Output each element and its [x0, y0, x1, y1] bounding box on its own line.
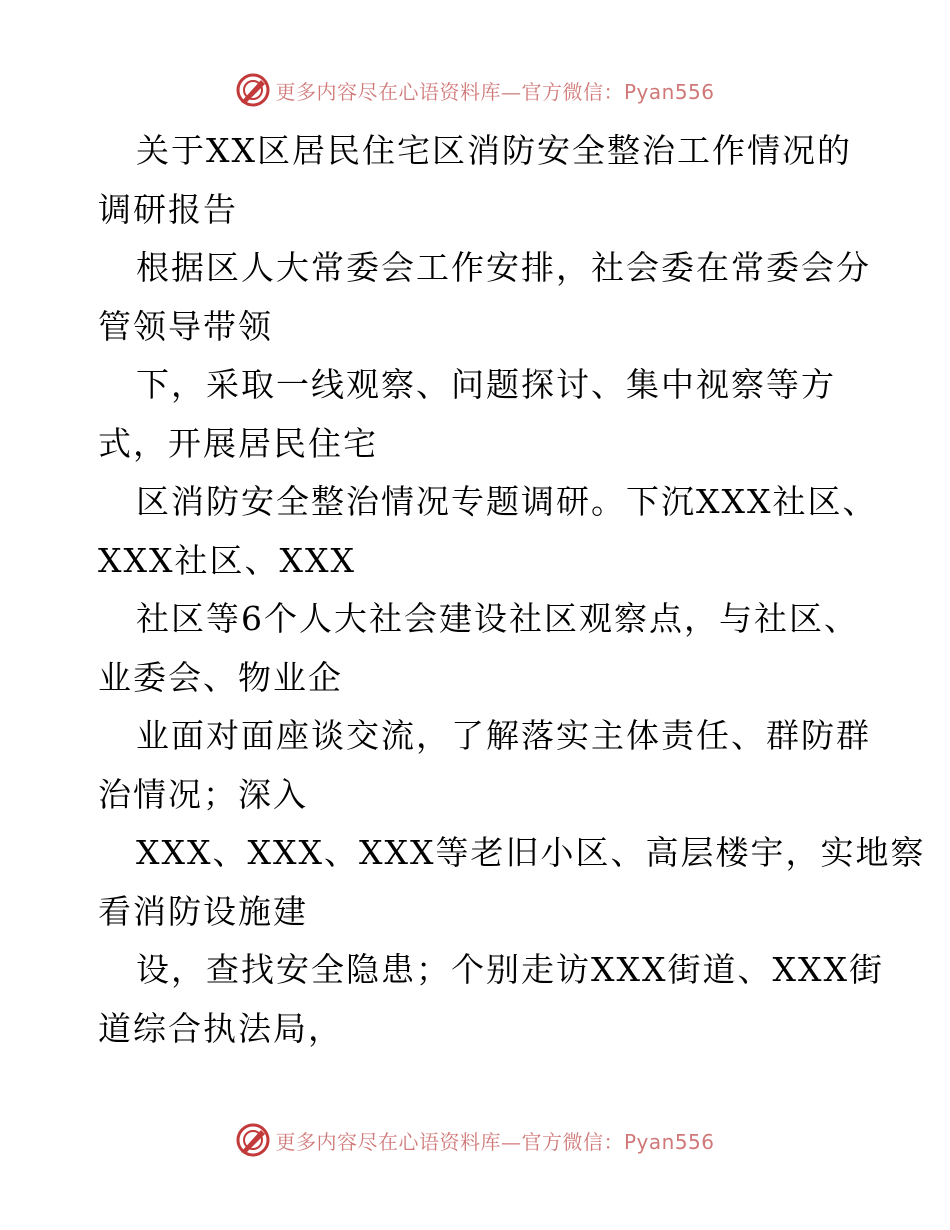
- document-body: [98, 122, 926, 1058]
- paragraph: [98, 473, 878, 590]
- text-line: XXX、XXX、XXX等老旧小区、高层楼宇，实地察: [136, 833, 926, 872]
- paragraph: [98, 356, 878, 473]
- footer-watermark: [0, 1122, 950, 1158]
- text-line: 关于XX区居民住宅区消防安全整治工作情况的: [136, 131, 852, 170]
- text-line: XXX社区、XXX: [98, 540, 356, 580]
- watermark-label: 更多内容尽在心语资料库—官方微信：: [275, 79, 624, 104]
- text-line: 看消防设施建: [98, 891, 308, 931]
- text-line: 业面对面座谈交流，了解落实主体责任、群防群: [136, 716, 871, 755]
- text-line: 设，查找安全隐患；个别走访XXX街道、XXX街: [136, 950, 884, 989]
- watermark-text: [275, 76, 714, 105]
- text-line: 社区等6个人大社会建设社区观察点，与社区、: [136, 599, 859, 638]
- paragraph: [98, 239, 878, 356]
- red-pen-logo-icon: [235, 1122, 271, 1158]
- text-line: 治情况；深入: [98, 774, 308, 814]
- text-line: 管领导带领: [98, 306, 273, 346]
- text-line: 区消防安全整治情况专题调研。下沉XXX社区、: [136, 482, 878, 521]
- paragraph: [98, 941, 884, 1058]
- red-pen-logo-icon: [235, 72, 271, 108]
- watermark-wechat-id: Pyan556: [623, 79, 715, 104]
- watermark-text: [275, 1126, 714, 1155]
- watermark-wechat-id: Pyan556: [623, 1129, 715, 1154]
- header-watermark: [0, 72, 950, 108]
- paragraph: [98, 707, 878, 824]
- text-line: 下，采取一线观察、问题探讨、集中视察等方: [136, 365, 836, 404]
- document-title: [98, 122, 878, 239]
- text-line: 根据区人大常委会工作安排，社会委在常委会分: [136, 248, 871, 287]
- paragraph: [98, 824, 926, 941]
- paragraph: [98, 590, 878, 707]
- watermark-label: 更多内容尽在心语资料库—官方微信：: [275, 1129, 624, 1154]
- text-line: 调研报告: [98, 189, 238, 229]
- text-line: 业委会、物业企: [98, 657, 343, 697]
- text-line: 道综合执法局，: [98, 1008, 343, 1048]
- text-line: 式，开展居民住宅: [98, 423, 378, 463]
